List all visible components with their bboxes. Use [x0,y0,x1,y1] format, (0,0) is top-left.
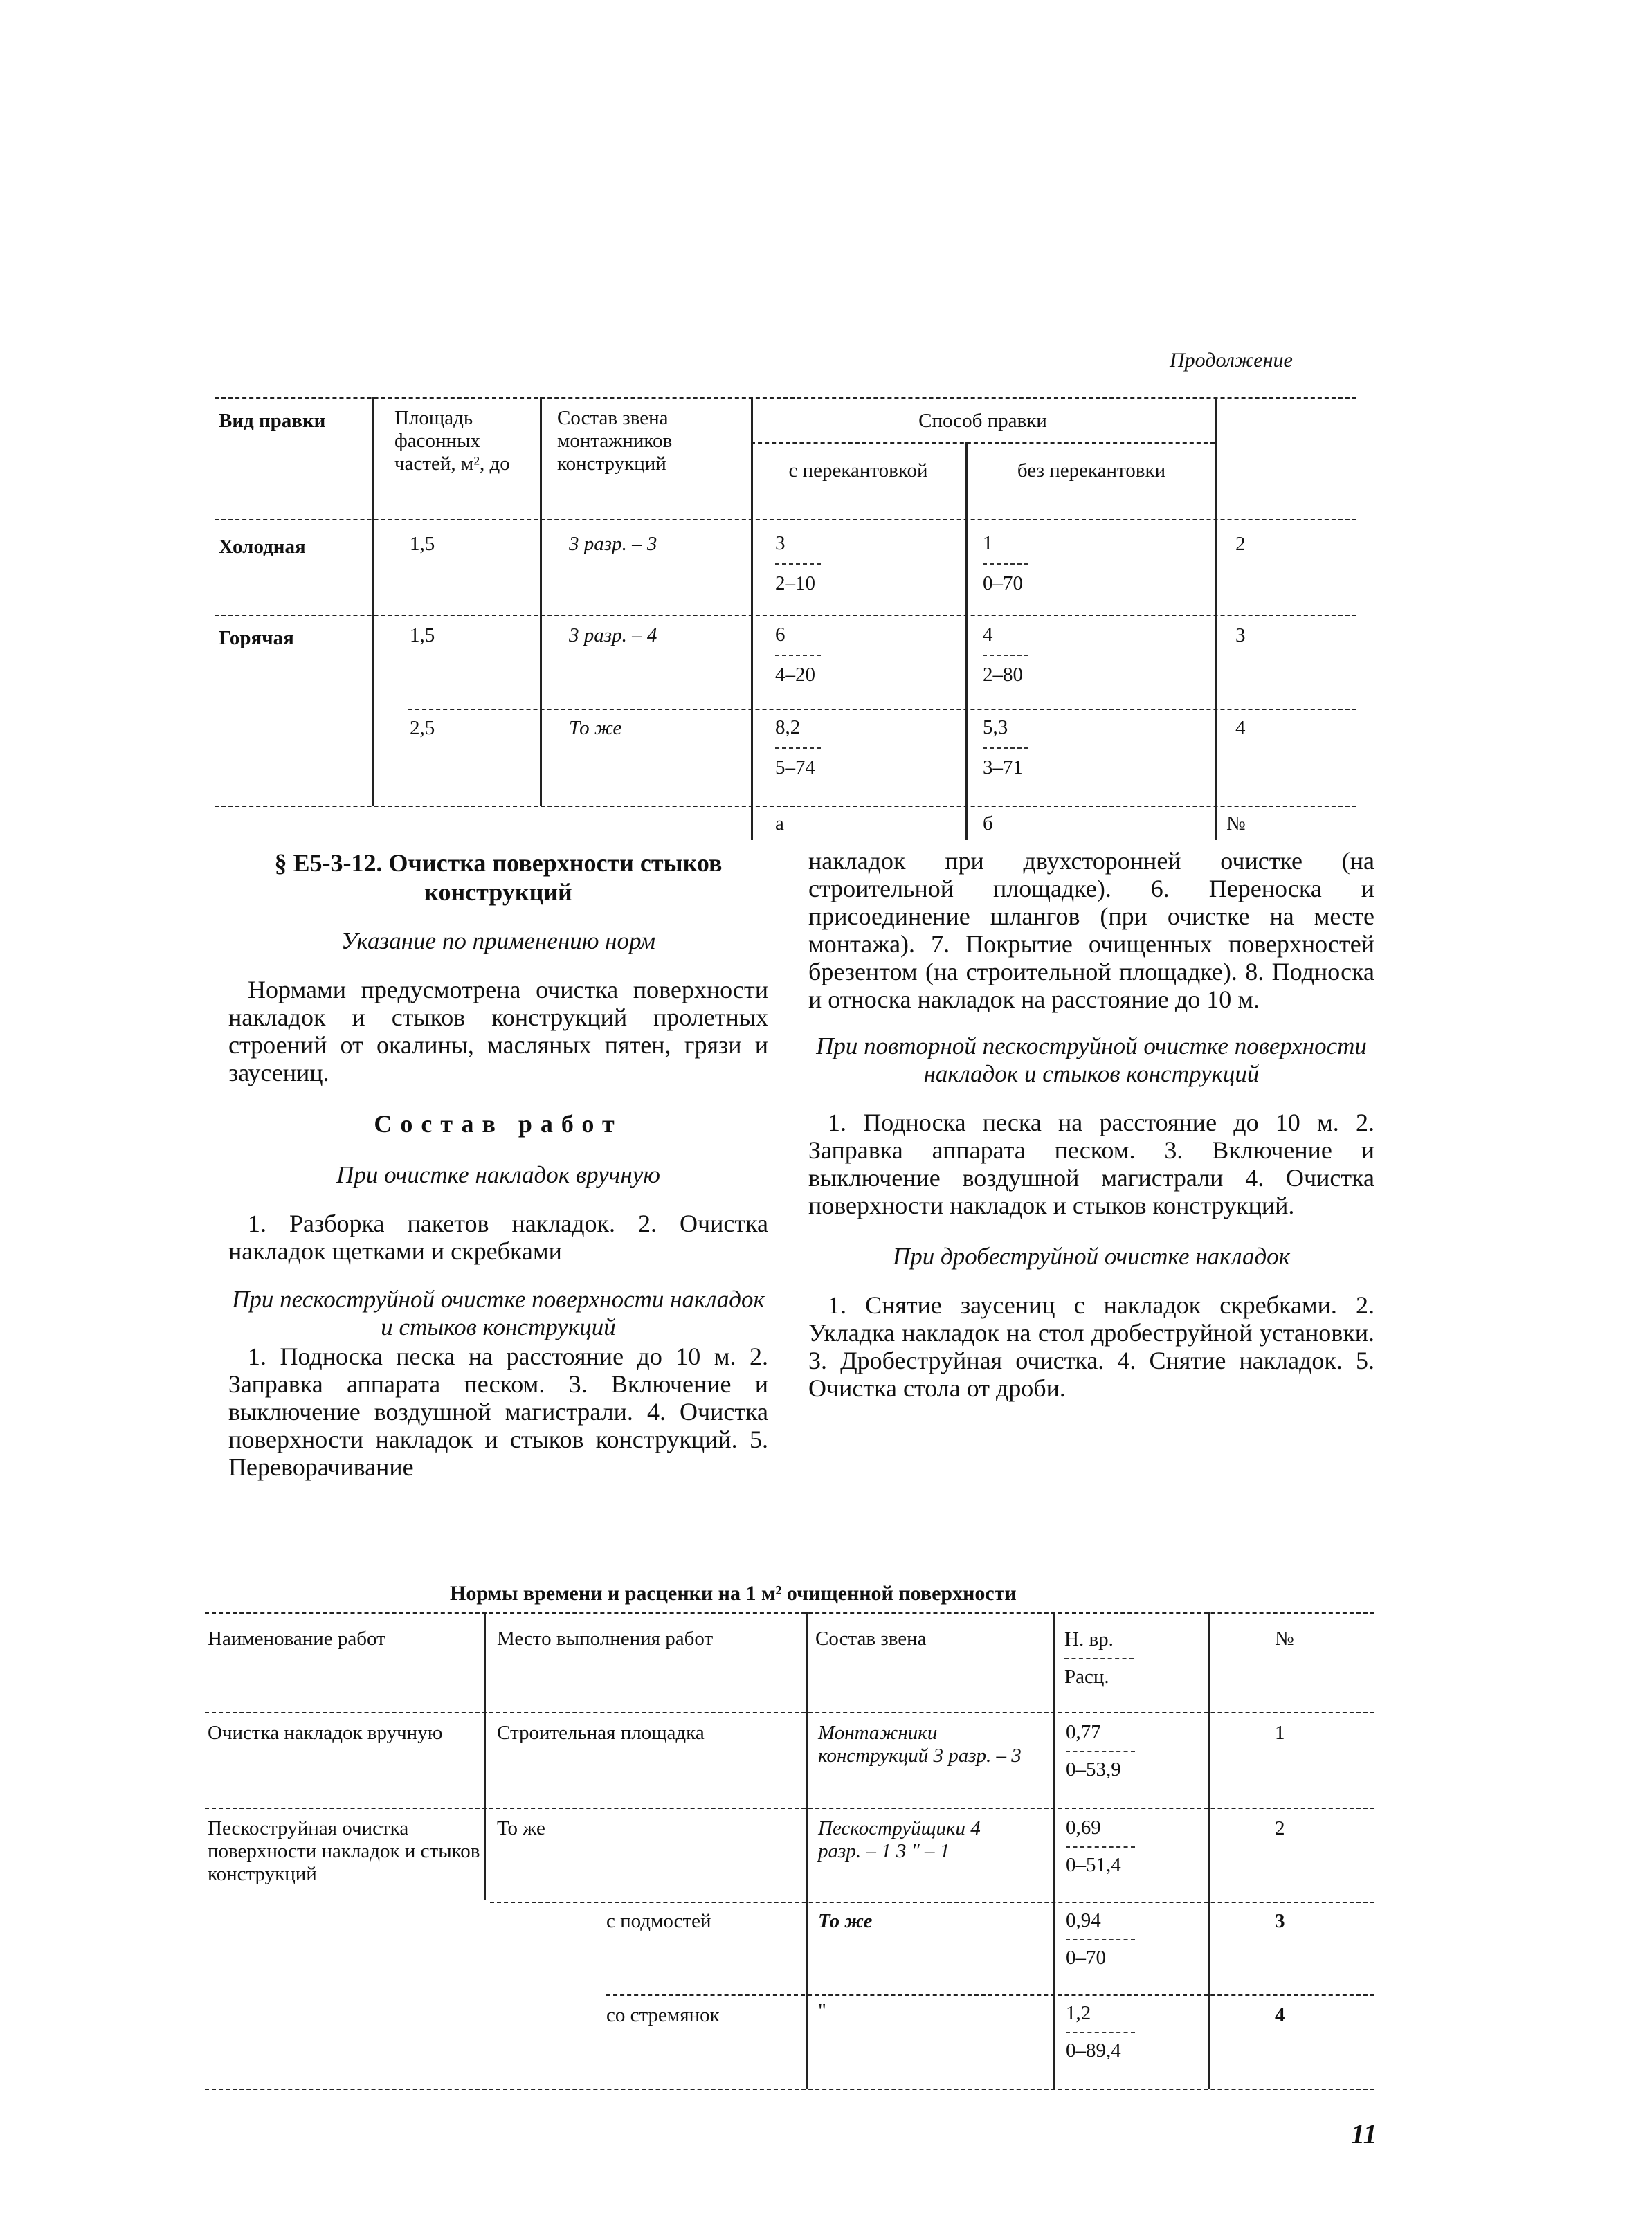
row-area: 2,5 [410,717,435,739]
rate-value: 0–51,4 [1066,1854,1121,1876]
sand-heading: При пескоструйной очистке поверхности накладок и стыков конструкций [232,1286,765,1340]
row-number: 3 [1275,1910,1285,1932]
manual-heading: При очистке накладок вручную [336,1161,660,1188]
shot-text: 1. Снятие заусениц с накладок скребками. 2. Укладка накладок на стол дробеструйной установки. 3. Дробеструйная очистка. 4. Снятие накладок. 5. Очистка стола от дроби. [808,1291,1374,1402]
value-with-turn [775,531,821,595]
row-name: Пескоструйная очистка поверхности накладок и стыков конструкций [208,1817,480,1885]
row-norm-rate [1066,1909,1135,1969]
table-divider [484,1612,486,1900]
row-place: Строительная площадка [497,1722,705,1744]
table-divider [1215,397,1217,840]
table-rule [215,615,1356,616]
rate-value: 2–80 [983,664,1023,686]
table-rule [205,2089,1374,2090]
row-number: 3 [1235,624,1246,646]
table-divider [806,1612,808,2089]
header-crew: Состав звена [815,1628,927,1650]
header-place: Место выполнения работ [497,1628,714,1650]
right-column [808,847,1374,1402]
column-label-number: № [1226,812,1246,835]
left-column [228,848,768,1481]
table-rule [205,1612,1374,1614]
row-place: с подмостей [606,1910,711,1932]
column-label-a: а [775,812,784,835]
header-without-turn: без перекантовки [1017,460,1166,482]
rectification-table [215,397,1356,835]
value-with-turn [775,623,821,686]
rate-value: 3–71 [983,756,1023,779]
repeat-heading: При повторной пескоструйной очистке поверхности накладок и стыков конструкций [816,1032,1367,1087]
row-crew: То же [569,717,622,739]
norm-value: 0,69 [1066,1817,1101,1839]
table-divider [1053,1612,1055,2089]
row-name: Очистка накладок вручную [208,1722,443,1744]
table-rule [215,806,1356,807]
table-rule [490,1902,1374,1903]
table-rule [215,519,1356,520]
page-number: 11 [1351,2118,1377,2149]
rate-value: 0–70 [1066,1947,1106,1969]
value-without-turn [983,531,1028,595]
continued-text: накладок при двухсторонней очистке (на строительной площадке). 6. Переноска и присоединение шлангов (при очистке на месте монтажа). 7. Покрытие очищенных поверхностей брезентом (на строительной площадке). 8. Подноска и относка накладок на расстояние до 10 м. [808,847,1374,1013]
row-crew: 3 разр. – 4 [569,624,657,646]
manual-text: 1. Разборка пакетов накладок. 2. Очистка накладок щетками и скребками [228,1210,768,1265]
norm-value: 1,2 [1066,2002,1091,2024]
section-title: § Е5-3-12. Очистка поверхности стыков конструкций [274,849,723,906]
row-number: 4 [1275,2004,1285,2026]
table-rule [751,442,1215,444]
row-number: 4 [1235,717,1246,739]
rate-value: 0–70 [983,572,1023,594]
usage-heading: Указание по применению норм [341,927,656,954]
norm-value: 3 [775,532,786,554]
row-crew: 3 разр. – 3 [569,533,657,555]
row-kind: Холодная [219,536,306,558]
continued-label: Продолжение [1170,349,1293,372]
norm-value: 1 [983,532,993,554]
row-crew: То же [818,1910,873,1932]
row-crew: " [818,2000,826,2022]
table-rule [205,1712,1374,1713]
norm-value: 4 [983,624,993,646]
header-norm: Н. вр. [1064,1628,1114,1650]
norm-value: 5,3 [983,716,1008,738]
work-heading: Состав работ [374,1110,623,1138]
row-norm-rate [1066,2001,1135,2062]
row-area: 1,5 [410,624,435,646]
header-rate: Расц. [1064,1666,1109,1688]
row-norm-rate [1066,1816,1135,1877]
repeat-text: 1. Подноска песка на расстояние до 10 м. 2. Заправка аппарата песком. 3. Включение и выключение воздушной магистрали 4. Очистка поверхности накладок и стыков конструкций. [808,1109,1374,1219]
table-divider [751,397,753,840]
table-rule [205,1808,1374,1809]
table-rule [606,1994,1374,1996]
norm-value: 0,77 [1066,1721,1101,1743]
norms-table [205,1612,1374,2111]
row-number: 2 [1235,533,1246,555]
table-divider [372,397,374,806]
rate-value: 2–10 [775,572,815,594]
table-divider [540,397,542,806]
row-number: 2 [1275,1817,1285,1839]
header-area: Площадь фасонных частей, м², до [394,407,510,475]
row-place: То же [497,1817,545,1839]
sand-text: 1. Подноска песка на расстояние до 10 м. 2. Заправка аппарата песком. 3. Включение и выключение воздушной магистрали. 4. Очистка поверхности накладок и стыков конструкций. 5. Переворачивание [228,1343,768,1481]
column-label-b: б [983,812,993,835]
norm-value: 6 [775,624,786,646]
rate-value: 5–74 [775,756,815,779]
header-name: Наименование работ [208,1628,385,1650]
value-with-turn [775,716,821,779]
usage-text: Нормами предусмотрена очистка поверхности накладок и стыков конструкций пролетных строений от окалины, масляных пятен, грязи и заусениц. [228,976,768,1086]
shot-heading: При дробеструйной очистке накладок [892,1243,1291,1270]
rate-value: 0–53,9 [1066,1758,1121,1781]
row-area: 1,5 [410,533,435,555]
header-norm-rate [1064,1628,1134,1689]
header-crew: Состав звена монтажников конструкций [557,407,673,475]
header-with-turn: с перекантовкой [788,460,928,482]
row-crew: Пескоструйщики 4 разр. – 1 3 " – 1 [818,1817,981,1862]
table-rule [215,397,1356,399]
row-number: 1 [1275,1722,1285,1744]
rate-value: 4–20 [775,664,815,686]
norm-value: 0,94 [1066,1909,1101,1931]
table-divider [1208,1612,1210,2089]
header-number: № [1275,1628,1294,1650]
header-method: Способ правки [918,410,1047,432]
row-place: со стремянок [606,2004,720,2026]
norms-table-caption: Нормы времени и расценки на 1 м² очищенной поверхности [450,1582,1017,1605]
row-kind: Горячая [219,627,294,649]
rate-value: 0–89,4 [1066,2039,1121,2062]
norm-value: 8,2 [775,716,801,738]
value-without-turn [983,623,1028,686]
header-kind: Вид правки [219,410,326,432]
value-without-turn [983,716,1028,779]
table-divider [965,442,968,840]
row-crew: Монтажники конструкций 3 разр. – 3 [818,1722,1022,1767]
row-norm-rate [1066,1720,1135,1781]
